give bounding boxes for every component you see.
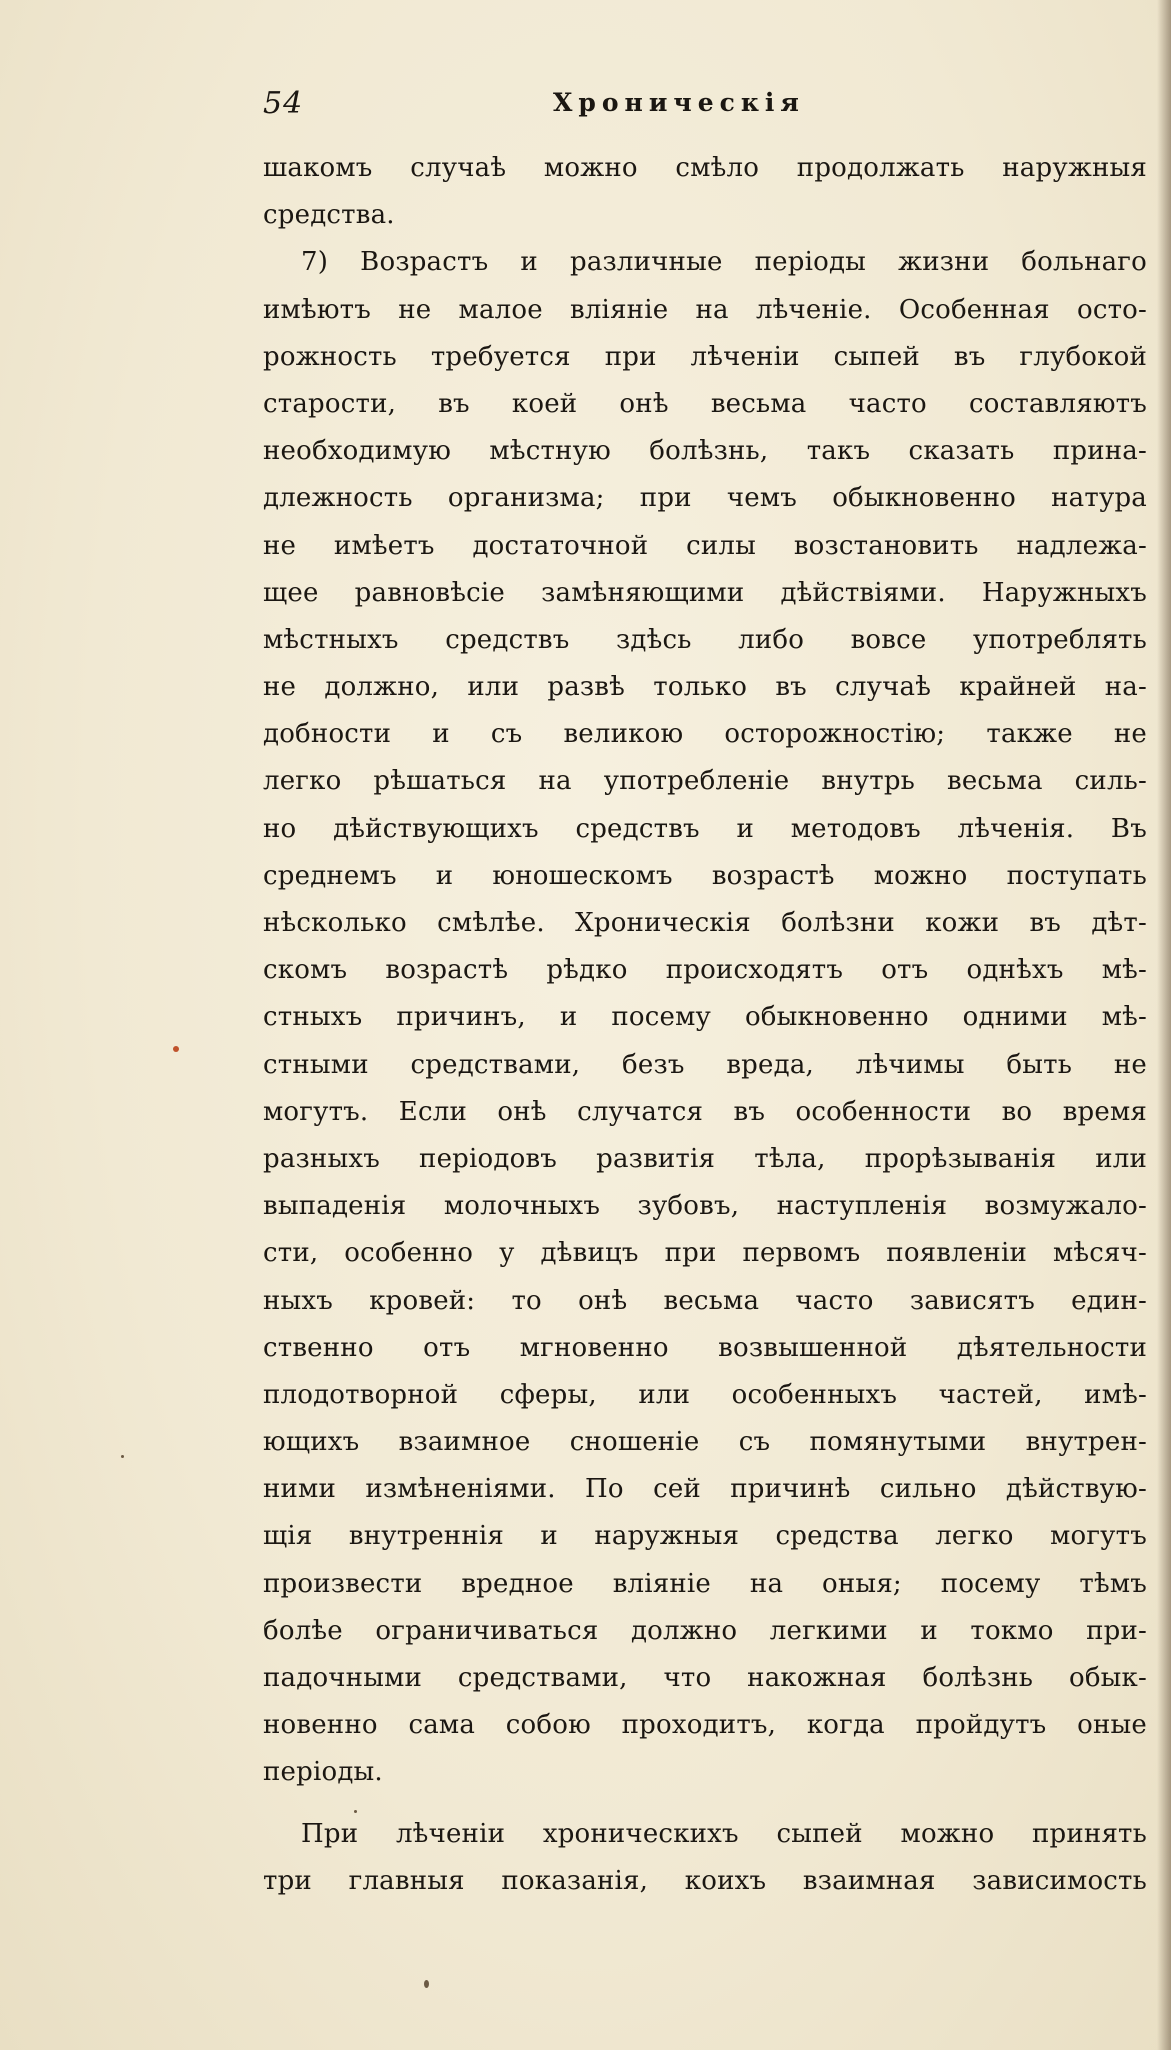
text-line: не имѣетъ достаточной силы возстановить надлежа- [263,530,1147,561]
text-line: легко рѣшаться на употребленіе внутрь весьма силь- [263,766,1147,797]
text-line: имѣютъ не малое вліяніе на лѣченіе. Особенная осто- [263,294,1147,325]
paragraph-start-line: При лѣченіи хроническихъ сыпей можно принять [301,1818,1147,1849]
text-line: плодотворной сферы, или особенныхъ частей, имѣ- [263,1379,1147,1410]
text-line: рожность требуется при лѣченіи сыпей въ глубокой [263,341,1147,372]
text-line: щее равновѣсіе замѣняющими дѣйствіями. Наружныхъ [263,577,1147,608]
text-line: болѣе ограничиваться должно легкими и токмо при- [263,1615,1147,1646]
text-line: произвести вредное вліяніе на оныя; посему тѣмъ [263,1568,1147,1599]
body-text [263,145,1147,1905]
text-line: нѣсколько смѣлѣе. Хроническія болѣзни кожи въ дѣт- [263,908,1147,938]
text-line: шакомъ случаѣ можно смѣло продолжать наружныя [263,153,1147,183]
text-line: стныхъ причинъ, и посему обыкновенно одними мѣ- [263,1002,1147,1033]
paper-speck [354,1810,357,1813]
paragraph-start-line: 7) Возрастъ и различные періоды жизни больнаго [301,247,1147,278]
text-line: ныхъ кровей: то онѣ весьма часто зависятъ един- [263,1285,1147,1316]
text-line: выпаденія молочныхъ зубовъ, наступленія возмужало- [263,1191,1147,1222]
text-line: средства. [263,200,395,231]
text-line: длежность организма; при чемъ обыкновенно натура [263,483,1147,514]
text-line: разныхъ періодовъ развитія тѣла, прорѣзыванія или [263,1143,1147,1174]
text-line: необходимую мѣстную болѣзнь, такъ сказать прина- [263,436,1147,467]
page-edge-shadow [1157,0,1171,2050]
text-line: могутъ. Если онѣ случатся въ особенности во время [263,1096,1147,1127]
text-line: не должно, или развѣ только въ случаѣ крайней на- [263,672,1147,703]
text-line: мѣстныхъ средствъ здѣсь либо вовсе употреблять [263,624,1147,655]
text-line: щія внутреннія и наружныя средства легко могутъ [263,1521,1147,1552]
paper-speck [173,1046,179,1052]
text-line: старости, въ коей онѣ весьма часто составляютъ [263,388,1147,419]
text-line: скомъ возрастѣ рѣдко происходятъ отъ однѣхъ мѣ- [263,955,1147,986]
text-line: три главныя показанія, коихъ взаимная зависимость [263,1865,1147,1896]
text-line: ющихъ взаимное сношеніе съ помянутыми внутрен- [263,1427,1147,1458]
text-line: среднемъ и юношескомъ возрастѣ можно поступать [263,860,1147,891]
paragraph-gap [263,1797,1147,1811]
text-line: стными средствами, безъ вреда, лѣчимы быть не [263,1049,1147,1080]
paper-speck [424,1980,429,1988]
text-line: падочными средствами, что накожная болѣзнь обык- [263,1663,1147,1693]
text-line: періоды. [263,1757,383,1788]
paper-speck [121,1455,124,1458]
text-line: ними измѣненіями. По сей причинѣ сильно дѣйствую- [263,1474,1147,1505]
text-line: сти, особенно у дѣвицъ при первомъ появленіи мѣсяч- [263,1238,1147,1269]
text-line: добности и съ великою осторожностію; также не [263,719,1147,750]
page-header [263,86,1143,130]
running-title: Хроническія [553,88,805,117]
text-line: но дѣйствующихъ средствъ и методовъ лѣченія. Въ [263,813,1147,844]
text-line: ственно отъ мгновенно возвышенной дѣятельности [263,1332,1147,1363]
text-line: новенно сама собою проходитъ, когда пройдутъ оные [263,1710,1147,1741]
page-number: 54 [263,86,304,121]
